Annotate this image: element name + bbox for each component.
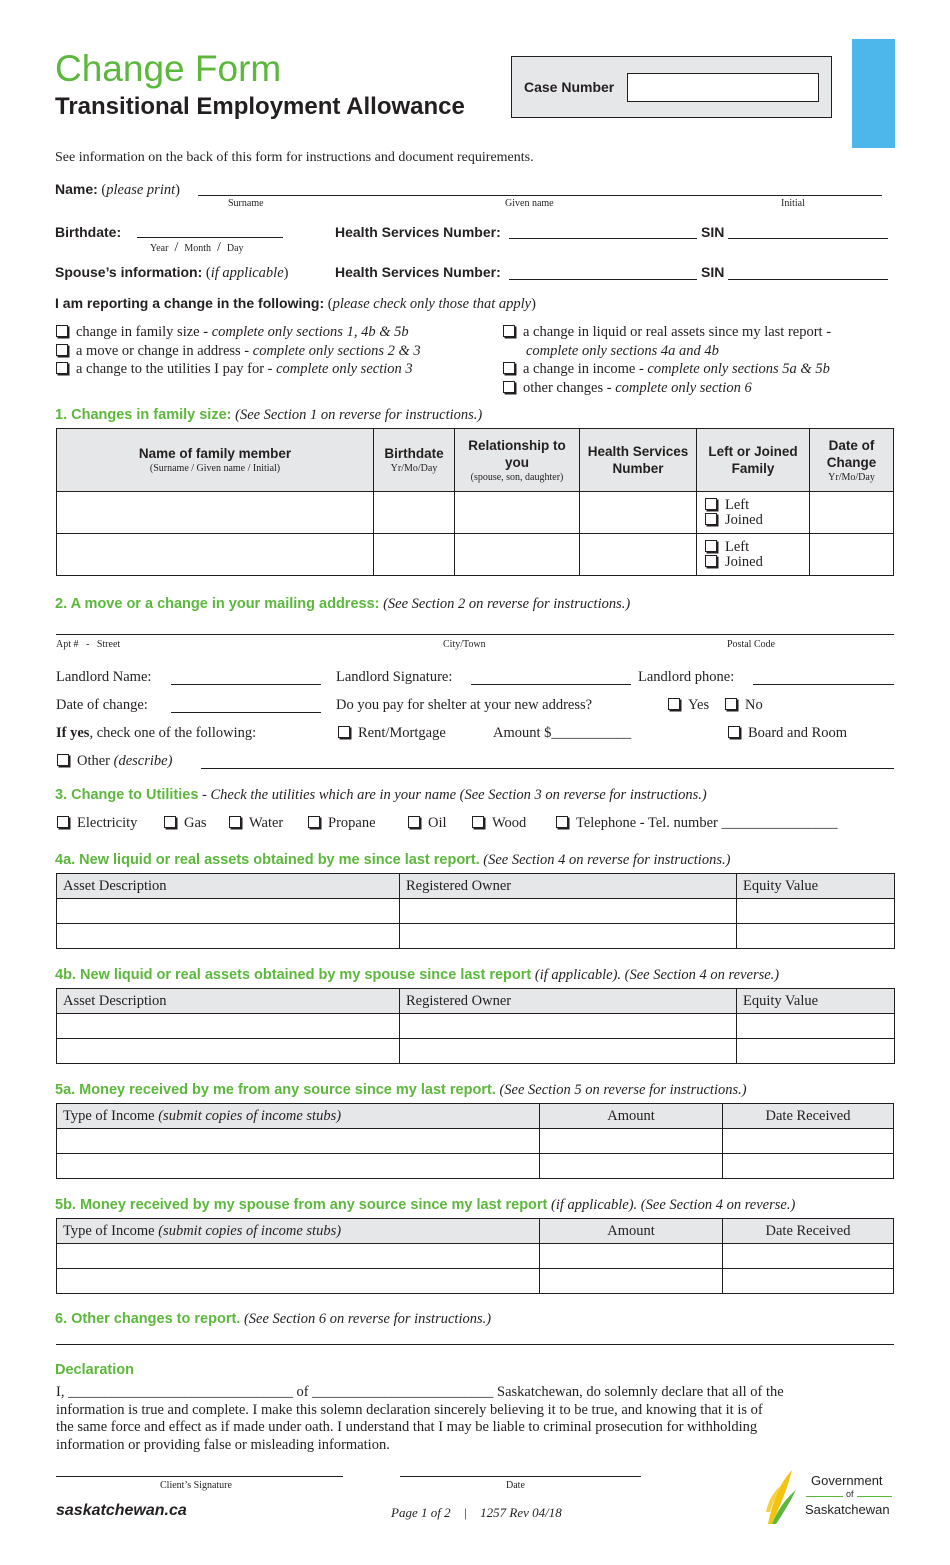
birthdate-label: Birthdate:: [55, 224, 122, 240]
col-left-joined: Left or Joined Family: [697, 429, 810, 492]
checkbox[interactable]: [308, 816, 320, 828]
surname-caption: Surname: [228, 198, 264, 209]
day-text: Day: [226, 243, 244, 254]
table-row: [57, 1014, 895, 1039]
sec6-heading: [55, 1311, 491, 1328]
declaration-line: information or providing false or misleading information.: [56, 1436, 390, 1453]
saskatchewan-logo: [762, 1466, 902, 1526]
assets-me-table: [56, 873, 895, 949]
checkbox[interactable]: [56, 325, 68, 337]
gov-line-3: Saskatchewan: [805, 1502, 890, 1517]
blue-tab: [852, 39, 895, 148]
spouse-hsn-label: Health Services Number:: [335, 264, 501, 280]
intro-text: See information on the back of this form for instructions and document requirements.: [55, 150, 534, 165]
month-text: Month: [184, 243, 211, 254]
col-hsn: Health Services Number: [580, 429, 697, 492]
sec4b-note: (if applicable). (See Section 4 on reverse.): [534, 967, 780, 983]
cell[interactable]: [540, 1129, 723, 1154]
checkbox[interactable]: [705, 555, 717, 567]
birthdate-input[interactable]: [137, 237, 283, 238]
sec3-title: 3. Change to Utilities: [55, 787, 199, 803]
declaration-line: the same force and effect as if made under oath. I understand that I may be liable to criminal prosecution for withholding: [56, 1419, 758, 1435]
cell[interactable]: [57, 1154, 540, 1179]
sec4b-title: 4b. New liquid or real assets obtained by my spouse since last report: [55, 967, 532, 983]
landlord-sig-label: Landlord Signature:: [336, 669, 453, 685]
income-me-table: [56, 1103, 894, 1179]
report-other[interactable]: other changes - complete only section 6: [503, 379, 831, 398]
cell[interactable]: [723, 1129, 894, 1154]
sec4b-heading: [55, 967, 779, 984]
cell[interactable]: [400, 1014, 737, 1039]
spouse-hsn-input[interactable]: [509, 279, 697, 280]
option-board[interactable]: Board and Room: [728, 725, 847, 742]
report-address[interactable]: a move or change in address - complete only sections 2 & 3: [56, 342, 421, 361]
sec3-heading: [55, 787, 707, 804]
col-amount: Amount: [540, 1104, 723, 1129]
reporting-row: I am reporting a change in the following: (please check only those that apply): [55, 295, 536, 312]
cell[interactable]: [455, 492, 580, 534]
table-row: [57, 1129, 894, 1154]
assets-spouse-table: [56, 988, 895, 1064]
apt-street-caption: Apt # - Street: [56, 639, 121, 650]
utility-water[interactable]: Water: [229, 815, 283, 832]
sec5a-note: (See Section 5 on reverse for instructions.): [499, 1082, 747, 1098]
sec4a-heading: [55, 852, 730, 869]
cell[interactable]: [400, 899, 737, 924]
name-input[interactable]: [198, 195, 882, 196]
cell[interactable]: [374, 492, 455, 534]
spouse-sin-input[interactable]: [728, 279, 888, 280]
col-equity: Equity Value: [737, 874, 895, 899]
cell[interactable]: [400, 924, 737, 949]
table-row: [57, 924, 895, 949]
checkbox[interactable]: [338, 726, 350, 738]
checkbox[interactable]: [472, 816, 484, 828]
left-joined-cell: [697, 492, 810, 534]
family-table: [56, 428, 894, 576]
cell[interactable]: [737, 924, 895, 949]
cell[interactable]: [580, 534, 697, 576]
report-family-size[interactable]: change in family size - complete only sections 1, 4b & 5b: [56, 323, 421, 342]
sec2-heading: [55, 596, 630, 613]
initial-caption: Initial: [781, 198, 805, 209]
col-asset: Asset Description: [57, 989, 400, 1014]
cell[interactable]: [540, 1154, 723, 1179]
checkbox[interactable]: [57, 754, 69, 766]
landlord-name-input[interactable]: [171, 684, 321, 685]
date-change-input[interactable]: [171, 712, 321, 713]
declaration-text: [56, 1384, 896, 1454]
shelter-no[interactable]: No: [725, 697, 763, 714]
table-row: [57, 1154, 894, 1179]
table-row: [57, 1269, 894, 1294]
declaration-line: I, _______________________________ of _________________________ Saskatchewan, do solemnly declare that all of the: [56, 1384, 784, 1400]
checkbox[interactable]: [56, 344, 68, 356]
income-spouse-table: [56, 1218, 894, 1294]
sec4a-title: 4a. New liquid or real assets obtained by me since last report.: [55, 852, 480, 868]
col-name: Name of family member (Surname / Given name / Initial): [57, 429, 374, 492]
cell[interactable]: [723, 1244, 894, 1269]
option-joined[interactable]: Joined: [705, 513, 803, 528]
col-birthdate: Birthdate Yr/Mo/Day: [374, 429, 455, 492]
report-income[interactable]: a change in income - complete only sections 5a & 5b: [503, 360, 831, 379]
utility-gas[interactable]: Gas: [164, 815, 207, 832]
checkbox[interactable]: [668, 698, 680, 710]
sec3-note: - Check the utilities which are in your name (See Section 3 on reverse for instructions.): [198, 787, 707, 803]
landlord-name-label: Landlord Name:: [56, 669, 152, 685]
checkbox[interactable]: [725, 698, 737, 710]
landlord-phone-input[interactable]: [753, 684, 894, 685]
spouse-row: Spouse’s information: (if applicable): [55, 264, 289, 281]
checkbox[interactable]: [503, 325, 515, 337]
col-income-type: Type of Income (submit copies of income stubs): [57, 1104, 540, 1129]
table-row: [57, 1039, 895, 1064]
cell[interactable]: [810, 534, 894, 576]
checkbox[interactable]: [705, 513, 717, 525]
sec4a-note: (See Section 4 on reverse for instructions.): [483, 852, 731, 868]
option-left[interactable]: Left: [705, 498, 803, 513]
website-link[interactable]: saskatchewan.ca: [56, 1502, 187, 1519]
option-joined[interactable]: Joined: [705, 555, 803, 570]
checkbox[interactable]: [408, 816, 420, 828]
form-title: Change Form: [55, 48, 282, 89]
table-row: [57, 1244, 894, 1269]
utility-telephone[interactable]: Telephone - Tel. number ________________: [556, 815, 837, 832]
date-caption: Date: [506, 1480, 525, 1491]
postal-caption: Postal Code: [727, 639, 776, 650]
cell[interactable]: [57, 1039, 400, 1064]
reporting-hint: please check only those that apply: [332, 296, 532, 312]
declaration-title: Declaration: [55, 1362, 134, 1378]
cell[interactable]: [737, 899, 895, 924]
sin-input[interactable]: [728, 238, 888, 239]
sec5a-title: 5a. Money received by me from any source since my last report.: [55, 1082, 496, 1098]
checkbox[interactable]: [229, 816, 241, 828]
gov-line-1: Government: [811, 1473, 883, 1488]
cell[interactable]: [57, 534, 374, 576]
year-text: Year: [150, 243, 169, 254]
option-other[interactable]: Other (describe): [57, 753, 172, 770]
cell[interactable]: [737, 1039, 895, 1064]
address-input[interactable]: [56, 634, 894, 635]
amount-field[interactable]: Amount $___________: [493, 725, 632, 741]
utility-wood[interactable]: Wood: [472, 815, 526, 832]
cell[interactable]: [540, 1244, 723, 1269]
report-assets-note: complete only sections 4a and 4b: [526, 342, 719, 359]
page-info: Page 1 of 2 | 1257 Rev 04/18: [391, 1505, 562, 1520]
cell[interactable]: [580, 492, 697, 534]
left-joined-cell: [697, 534, 810, 576]
utility-propane[interactable]: Propane: [308, 815, 376, 832]
case-number-input[interactable]: [627, 73, 819, 102]
given-name-caption: Given name: [505, 198, 554, 209]
sec6-title: 6. Other changes to report.: [55, 1311, 241, 1327]
checkbox[interactable]: [705, 540, 717, 552]
col-income-type: Type of Income (submit copies of income stubs): [57, 1219, 540, 1244]
case-number-label: Case Number: [524, 79, 615, 95]
sec1-title: 1. Changes in family size:: [55, 407, 232, 423]
checkbox[interactable]: [56, 362, 68, 374]
sec5b-heading: [55, 1197, 795, 1214]
utility-electricity[interactable]: Electricity: [57, 815, 137, 832]
cell[interactable]: [810, 492, 894, 534]
name-label: Name:: [55, 181, 98, 197]
city-caption: City/Town: [443, 639, 486, 650]
shelter-yes[interactable]: Yes: [668, 697, 709, 714]
cell[interactable]: [374, 534, 455, 576]
checkbox[interactable]: [503, 362, 515, 374]
report-assets[interactable]: a change in liquid or real assets since my last report -: [503, 323, 831, 342]
case-number-box: [511, 56, 832, 118]
col-date-received: Date Received: [723, 1104, 894, 1129]
if-yes-label: If yes, check one of the following:: [56, 725, 257, 741]
cell[interactable]: [723, 1154, 894, 1179]
cell[interactable]: [57, 899, 400, 924]
reporting-right: [503, 323, 831, 397]
option-rent[interactable]: Rent/Mortgage: [338, 725, 446, 742]
sin-label: SIN: [701, 224, 725, 240]
sec2-title: 2. A move or a change in your mailing address:: [55, 596, 380, 612]
sec2-note: (See Section 2 on reverse for instructions.): [383, 596, 631, 612]
cell[interactable]: [57, 1129, 540, 1154]
sec6-note: (See Section 6 on reverse for instructions.): [243, 1311, 492, 1327]
client-signature-input[interactable]: [56, 1476, 343, 1477]
option-left[interactable]: Left: [705, 540, 803, 555]
shelter-question: Do you pay for shelter at your new address?: [336, 697, 593, 713]
col-date-change: Date of Change Yr/Mo/Day: [810, 429, 894, 492]
cell[interactable]: [57, 1269, 540, 1294]
cell[interactable]: [400, 1039, 737, 1064]
sec5a-heading: [55, 1082, 747, 1099]
other-describe-input[interactable]: [201, 768, 894, 769]
other-changes-input[interactable]: [56, 1344, 894, 1345]
sec5b-note: (if applicable). (See Section 4 on reverse.): [551, 1197, 796, 1213]
table-row: [57, 534, 894, 576]
cell[interactable]: [57, 492, 374, 534]
checkbox[interactable]: [705, 498, 717, 510]
col-date-received: Date Received: [723, 1219, 894, 1244]
col-owner: Registered Owner: [400, 989, 737, 1014]
sec1-heading: [55, 407, 482, 424]
gov-line-2: of: [843, 1489, 857, 1499]
checkbox[interactable]: [728, 726, 740, 738]
date-change-label: Date of change:: [56, 697, 148, 713]
landlord-sig-input[interactable]: [471, 684, 631, 685]
col-equity: Equity Value: [737, 989, 895, 1014]
checkbox[interactable]: [503, 381, 515, 393]
hsn-input[interactable]: [509, 238, 697, 239]
table-row: [57, 899, 895, 924]
name-hint: please print: [106, 182, 176, 198]
cell[interactable]: [723, 1269, 894, 1294]
col-amount: Amount: [540, 1219, 723, 1244]
utility-oil[interactable]: Oil: [408, 815, 447, 832]
date-signed-input[interactable]: [400, 1476, 641, 1477]
client-signature-caption: Client’s Signature: [160, 1480, 232, 1491]
report-utilities[interactable]: a change to the utilities I pay for - complete only section 3: [56, 360, 421, 379]
reporting-label: I am reporting a change in the following:: [55, 295, 325, 311]
col-owner: Registered Owner: [400, 874, 737, 899]
hsn-label: Health Services Number:: [335, 224, 501, 240]
col-asset: Asset Description: [57, 874, 400, 899]
cell[interactable]: [540, 1269, 723, 1294]
cell[interactable]: [57, 1014, 400, 1039]
form-subtitle: Transitional Employment Allowance: [55, 93, 465, 120]
checkbox[interactable]: [57, 816, 69, 828]
name-row: Name: (please print): [55, 181, 180, 198]
cell[interactable]: [57, 1244, 540, 1269]
declaration-line: information is true and complete. I make this solemn declaration sincerely believing it to be true, and knowing that it is of: [56, 1401, 763, 1418]
cell[interactable]: [57, 924, 400, 949]
sec1-note: (See Section 1 on reverse for instructions.): [235, 407, 483, 423]
spouse-label: Spouse’s information:: [55, 264, 203, 280]
cell[interactable]: [737, 1014, 895, 1039]
checkbox[interactable]: [164, 816, 176, 828]
reporting-left: [56, 323, 421, 379]
year-caption: Year / Month / Day: [150, 240, 244, 255]
sec5b-title: 5b. Money received by my spouse from any source since my last report: [55, 1197, 548, 1213]
table-row: [57, 492, 894, 534]
cell[interactable]: [455, 534, 580, 576]
landlord-phone-label: Landlord phone:: [638, 669, 735, 685]
col-relationship: Relationship to you (spouse, son, daughter): [455, 429, 580, 492]
checkbox[interactable]: [556, 816, 568, 828]
wheat-icon: [762, 1466, 802, 1526]
spouse-hint: if applicable: [210, 265, 284, 281]
spouse-sin-label: SIN: [701, 264, 725, 280]
